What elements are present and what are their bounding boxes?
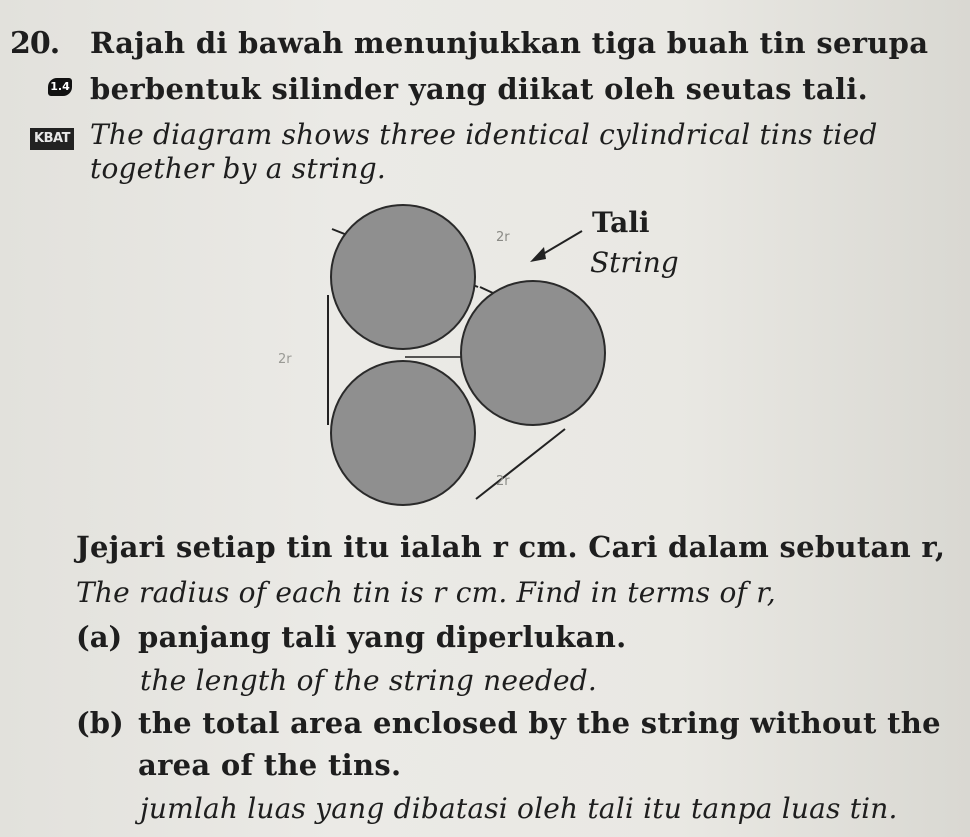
part-b-malay: jumlah luas yang dibatasi oleh tali itu tanpa luas tin. [140, 792, 898, 825]
part-b-english-line-2: area of the tins. [138, 748, 402, 782]
kbat-badge: KBAT [30, 128, 74, 150]
tin-top-left [331, 205, 475, 349]
part-a-malay: panjang tali yang diperlukan. [138, 620, 627, 654]
question-malay-line-2: berbentuk silinder yang diikat oleh seutas tali. [90, 72, 869, 106]
question-malay-line-1: Rajah di bawah menunjukkan tiga buah tin serupa [90, 26, 929, 60]
arrow-head-icon [530, 247, 546, 262]
tins-diagram [278, 195, 720, 515]
label-string-english: String [590, 246, 679, 279]
question-number: 20. [10, 26, 60, 61]
body-malay-line-1: Jejari setiap tin itu ialah r cm. Cari dalam sebutan r, [76, 530, 946, 564]
question-english-line-2: together by a string. [90, 152, 386, 185]
body-english-line-1: The radius of each tin is r cm. Find in terms of r, [76, 576, 776, 609]
tin-bottom-left [331, 361, 475, 505]
part-a-english: the length of the string needed. [140, 664, 598, 697]
pencil-note-3: 2r [496, 474, 510, 489]
part-b-english-line-1: the total area enclosed by the string without the [138, 706, 941, 740]
tin-right [461, 281, 605, 425]
label-string-malay: Tali [592, 206, 650, 239]
question-english-line-1: The diagram shows three identical cylindrical tins tied [90, 118, 878, 151]
learning-standard-badge: 1.4 [48, 78, 72, 96]
string-segment-bottom-right [476, 429, 565, 499]
part-a-label: (a) [76, 620, 123, 654]
pencil-note-2: 2r [278, 352, 292, 367]
part-b-label: (b) [76, 706, 124, 740]
pencil-note-1: 2r [496, 230, 510, 245]
